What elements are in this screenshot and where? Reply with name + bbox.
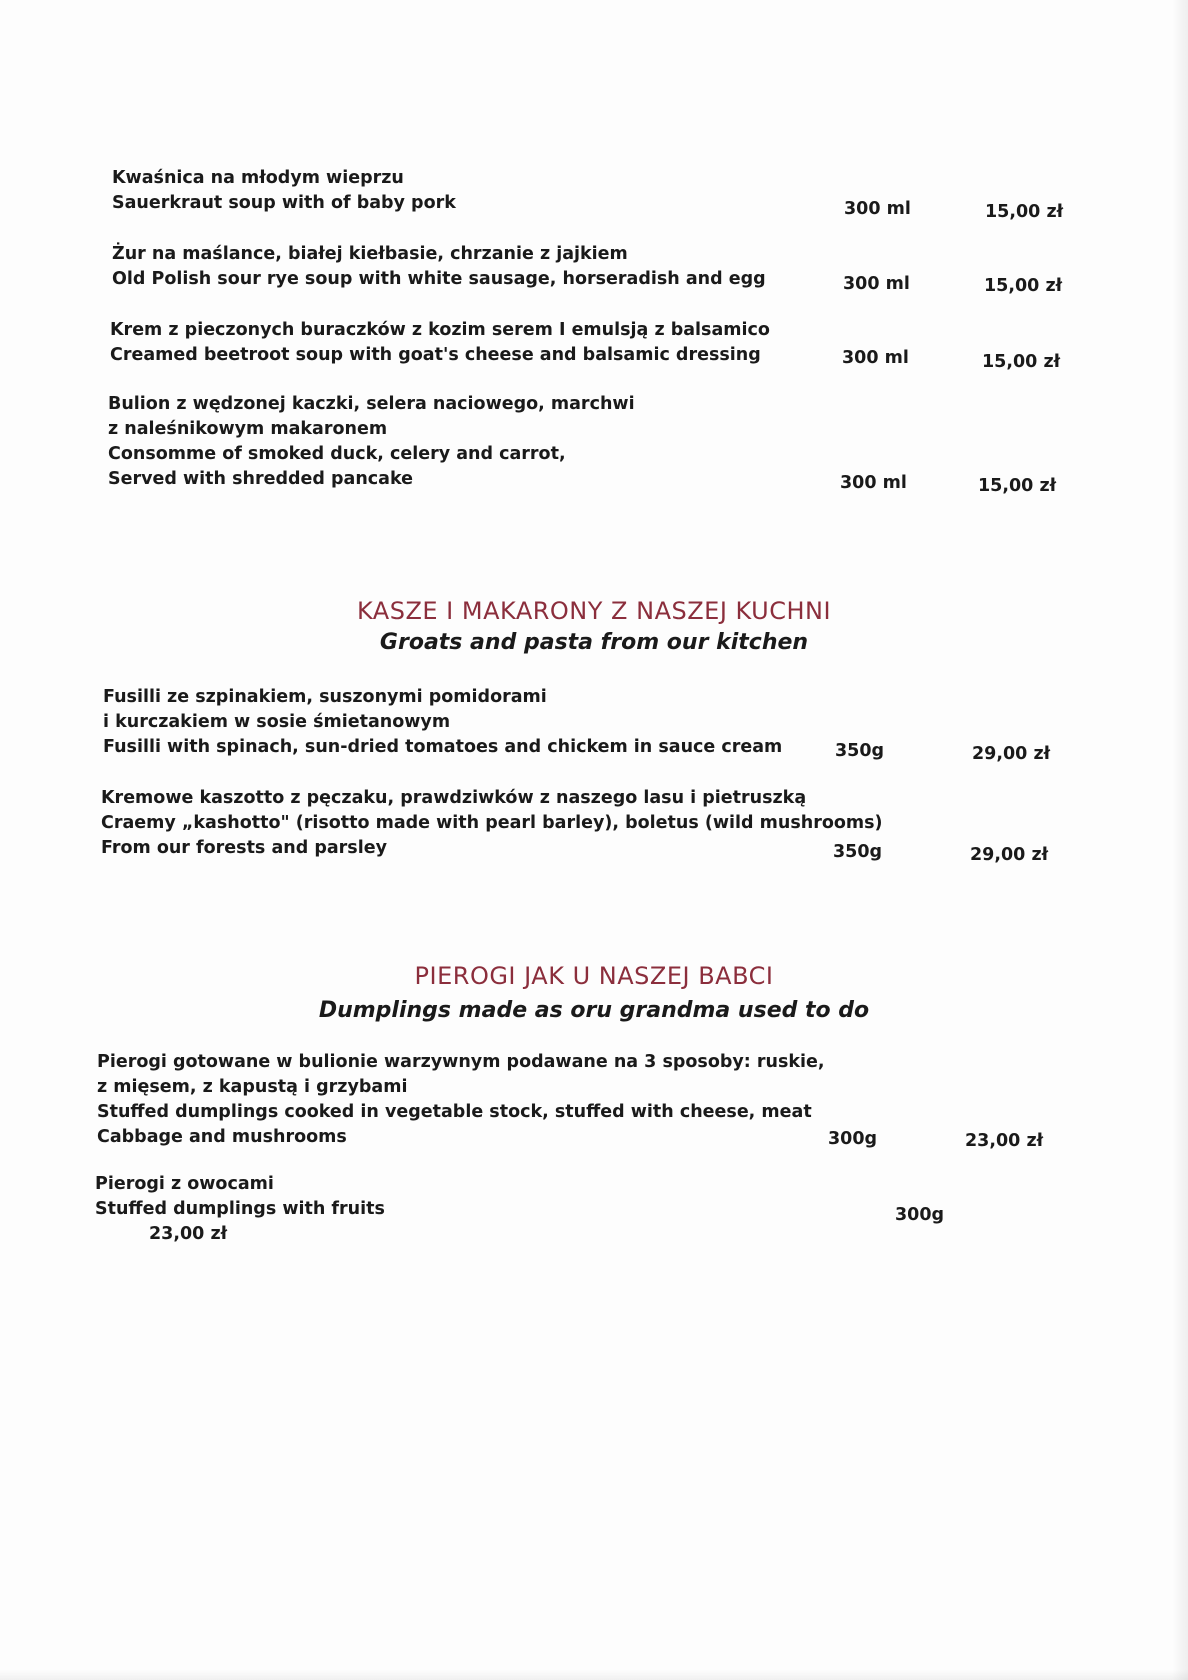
item-name-en: Cabbage and mushrooms: [97, 1127, 347, 1147]
menu-item: [112, 166, 812, 216]
menu-item: [110, 318, 810, 368]
menu-item: [97, 1050, 825, 1150]
item-name-en: Creamed beetroot soup with goat's cheese and balsamic dressing: [110, 345, 761, 365]
item-price: 15,00 zł: [985, 202, 1064, 222]
item-name-pl: Pierogi z owocami: [95, 1174, 274, 1194]
item-name-pl: Bulion z wędzonej kaczki, selera naciowego, marchwi: [108, 394, 635, 414]
item-price: 15,00 zł: [982, 352, 1061, 372]
item-name-pl: i kurczakiem w sosie śmietanowym: [103, 712, 451, 732]
item-price: 23,00 zł: [149, 1224, 228, 1244]
item-name-en: Stuffed dumplings cooked in vegetable stock, stuffed with cheese, meat: [97, 1102, 812, 1122]
item-name-pl: Krem z pieczonych buraczków z kozim serem I emulsją z balsamico: [110, 320, 770, 340]
item-name-en: Served with shredded pancake: [108, 469, 414, 489]
item-amount: 300g: [895, 1205, 945, 1225]
item-name-pl: Kremowe kaszotto z pęczaku, prawdziwków z naszego lasu i pietruszką: [101, 788, 807, 808]
scan-edge-shadow: [1172, 0, 1188, 1680]
menu-item: [112, 242, 812, 292]
item-amount: 300 ml: [844, 199, 911, 219]
section-title: PIEROGI JAK U NASZEJ BABCI: [414, 962, 774, 990]
item-name-pl: Kwaśnica na młodym wieprzu: [112, 168, 404, 188]
section-title: KASZE I MAKARONY Z NASZEJ KUCHNI: [356, 597, 832, 625]
item-price: 15,00 zł: [978, 476, 1057, 496]
item-name-en: Fusilli with spinach, sun-dried tomatoes and chickem in sauce cream: [103, 737, 783, 757]
scan-bottom-shadow: [0, 1670, 1188, 1680]
menu-item: [103, 685, 803, 760]
menu-item: [108, 392, 808, 492]
section-subtitle: Dumplings made as oru grandma used to do: [318, 998, 870, 1023]
item-amount: 350g: [835, 741, 885, 761]
item-amount: 300g: [828, 1129, 878, 1149]
item-price: 15,00 zł: [984, 276, 1063, 296]
item-amount: 350g: [833, 842, 883, 862]
item-amount: 300 ml: [843, 274, 910, 294]
item-amount: 300 ml: [842, 348, 909, 368]
item-price: 29,00 zł: [970, 845, 1049, 865]
item-name-pl: Fusilli ze szpinakiem, suszonymi pomidorami: [103, 687, 547, 707]
menu-item: [95, 1172, 795, 1222]
item-name-en: Consomme of smoked duck, celery and carrot,: [108, 444, 566, 464]
item-name-en: Craemy „kashotto" (risotto made with pearl barley), boletus (wild mushrooms): [101, 813, 883, 833]
item-name-pl: Pierogi gotowane w bulionie warzywnym podawane na 3 sposoby: ruskie,: [97, 1052, 825, 1072]
item-amount: 300 ml: [840, 473, 907, 493]
item-name-en: Old Polish sour rye soup with white sausage, horseradish and egg: [112, 269, 766, 289]
item-name-pl: Żur na maślance, białej kiełbasie, chrzanie z jajkiem: [112, 244, 628, 264]
section-subtitle: Groats and pasta from our kitchen: [379, 630, 809, 655]
item-name-pl: z naleśnikowym makaronem: [108, 419, 388, 439]
item-price: 29,00 zł: [972, 744, 1051, 764]
item-price: 23,00 zł: [965, 1131, 1044, 1151]
item-name-en: Stuffed dumplings with fruits: [95, 1199, 385, 1219]
item-name-pl: z mięsem, z kapustą i grzybami: [97, 1077, 408, 1097]
item-name-en: Sauerkraut soup with of baby pork: [112, 193, 456, 213]
item-name-en: From our forests and parsley: [101, 838, 387, 858]
